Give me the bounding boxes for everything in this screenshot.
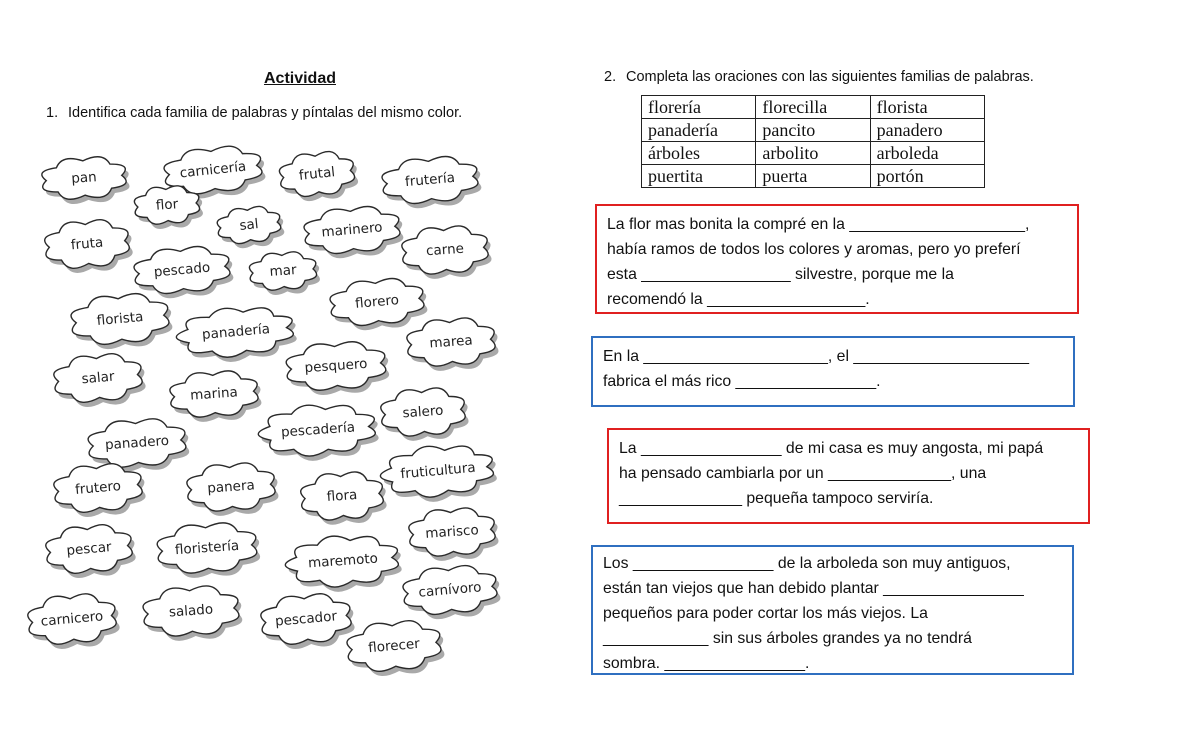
word-cloud <box>156 520 261 580</box>
cloud-word: marinero <box>320 219 384 241</box>
word-cloud <box>300 470 388 527</box>
cloud-word: sal <box>238 216 260 234</box>
cloud-word: fruticultura <box>399 459 477 483</box>
word-cloud <box>381 154 483 212</box>
instruction-2 <box>604 69 1034 85</box>
table-row <box>642 165 985 188</box>
sentence-line: ______________ pequeña tampoco serviría. <box>619 490 934 507</box>
sentence-line: En la _____________________, el ____________________ <box>603 348 1030 365</box>
cloud-word: carnívoro <box>417 579 483 601</box>
table-row <box>642 96 985 119</box>
cloud-word: frutal <box>298 164 336 184</box>
cloud-word: fruta <box>70 234 104 254</box>
activity-title: Actividad <box>263 70 336 87</box>
table-cell: portón <box>870 165 984 188</box>
word-cloud <box>378 441 498 507</box>
cloud-word: flor <box>155 196 179 214</box>
cloud-word: salar <box>80 368 116 388</box>
cloud-word: pescadería <box>280 419 356 441</box>
word-cloud <box>284 532 403 596</box>
word-cloud <box>169 369 263 424</box>
cloud-word: maremoto <box>307 550 379 572</box>
table-cell: puerta <box>756 165 870 188</box>
cloud-word: frutería <box>404 169 456 191</box>
word-cloud <box>380 386 470 443</box>
word-cloud <box>41 155 131 207</box>
word-cloud <box>257 400 380 464</box>
sentence-line: La ________________ de mi casa es muy angosta, mi papá <box>619 440 1044 457</box>
word-cloud <box>329 276 429 333</box>
word-cloud <box>174 302 298 366</box>
table-cell: puertita <box>642 165 756 188</box>
instruction-1-number: 1. <box>46 105 59 121</box>
table-cell: panadería <box>642 119 756 142</box>
sentence-box-3 <box>607 428 1090 524</box>
cloud-word: panadero <box>104 432 170 454</box>
sentence-line: ha pensado cambiarla por un ______________, una <box>619 465 987 482</box>
cloud-word: marina <box>189 384 239 404</box>
word-cloud <box>43 217 134 276</box>
sentence-line: Los ________________ de la arboleda son muy antiguos, <box>603 555 1011 572</box>
word-cloud <box>285 339 390 397</box>
word-cloud <box>303 204 405 262</box>
cloud-word: frutero <box>74 478 122 498</box>
instruction-1-text: Identifica cada familia de palabras y píntalas del mismo color. <box>68 105 463 121</box>
word-family-table <box>641 95 985 188</box>
sentence-line: recomendó la __________________. <box>607 291 870 308</box>
word-cloud <box>346 618 446 679</box>
sentence-box-2 <box>591 336 1075 407</box>
sentence-box-1 <box>595 204 1079 314</box>
cloud-word: florecer <box>367 635 421 657</box>
instruction-2-number: 2. <box>604 69 617 85</box>
cloud-word: florero <box>354 292 400 312</box>
cloud-word: panera <box>206 477 256 497</box>
cloud-word: salado <box>168 601 214 621</box>
sentence-line: había ramos de todos los colores y aromas, pero yo preferí <box>607 241 1021 258</box>
table-cell: pancito <box>756 119 870 142</box>
word-cloud <box>249 250 321 297</box>
table-cell: florería <box>642 96 756 119</box>
word-cloud <box>406 316 500 373</box>
word-cloud <box>259 591 356 652</box>
word-cloud <box>142 584 244 644</box>
sentence-line: La flor mas bonita la compré en la ____________________, <box>607 216 1030 233</box>
word-cloud <box>44 522 137 581</box>
word-cloud <box>402 563 502 622</box>
cloud-word: pescar <box>65 539 113 559</box>
word-cloud <box>70 291 174 353</box>
cloud-word: marea <box>428 332 474 352</box>
cloud-word: salero <box>402 402 444 422</box>
cloud-word: pescado <box>153 259 211 281</box>
word-cloud <box>52 351 147 410</box>
cloud-word: marisco <box>424 522 480 542</box>
cloud-word: carne <box>425 240 465 260</box>
cloud-word: floristería <box>174 537 240 559</box>
cloud-word: pescador <box>274 608 338 630</box>
table-cell: arbolito <box>756 142 870 165</box>
word-clouds <box>26 138 526 686</box>
instruction-2-text: Completa las oraciones con las siguientes familias de palabras. <box>626 69 1034 85</box>
sentence-line: ____________ sin sus árboles grandes ya no tendrá <box>603 630 972 647</box>
instruction-1 <box>46 105 462 121</box>
word-cloud <box>216 204 286 251</box>
word-cloud <box>408 506 500 563</box>
sentence-line: están tan viejos que han debido plantar ________________ <box>603 580 1024 597</box>
sentence-line: esta _________________ silvestre, porque me la <box>607 266 954 283</box>
cloud-word: carnicero <box>40 608 104 630</box>
table-cell: árboles <box>642 142 756 165</box>
sentence-box-4 <box>591 545 1074 675</box>
cloud-word: mar <box>268 262 298 280</box>
word-cloud <box>186 461 280 518</box>
cloud-word: panadería <box>201 321 271 343</box>
word-cloud <box>133 244 235 302</box>
cloud-word: pan <box>70 169 98 187</box>
cloud-word: pesquero <box>304 355 368 377</box>
table-row <box>642 142 985 165</box>
sentence-line: sombra. ________________. <box>603 655 810 672</box>
word-cloud <box>278 149 360 204</box>
cloud-word: florista <box>96 308 144 330</box>
table-cell: arboleda <box>870 142 984 165</box>
word-cloud <box>401 224 493 281</box>
table-cell: panadero <box>870 119 984 142</box>
table-cell: florista <box>870 96 984 119</box>
table-row <box>642 119 985 142</box>
sentence-line: fabrica el más rico ________________. <box>603 373 881 390</box>
cloud-word: carnicería <box>179 158 247 182</box>
cloud-word: flora <box>326 486 358 506</box>
word-cloud <box>26 591 121 652</box>
sentence-line: pequeños para poder cortar los más viejos. La <box>603 605 928 622</box>
table-cell: florecilla <box>756 96 870 119</box>
